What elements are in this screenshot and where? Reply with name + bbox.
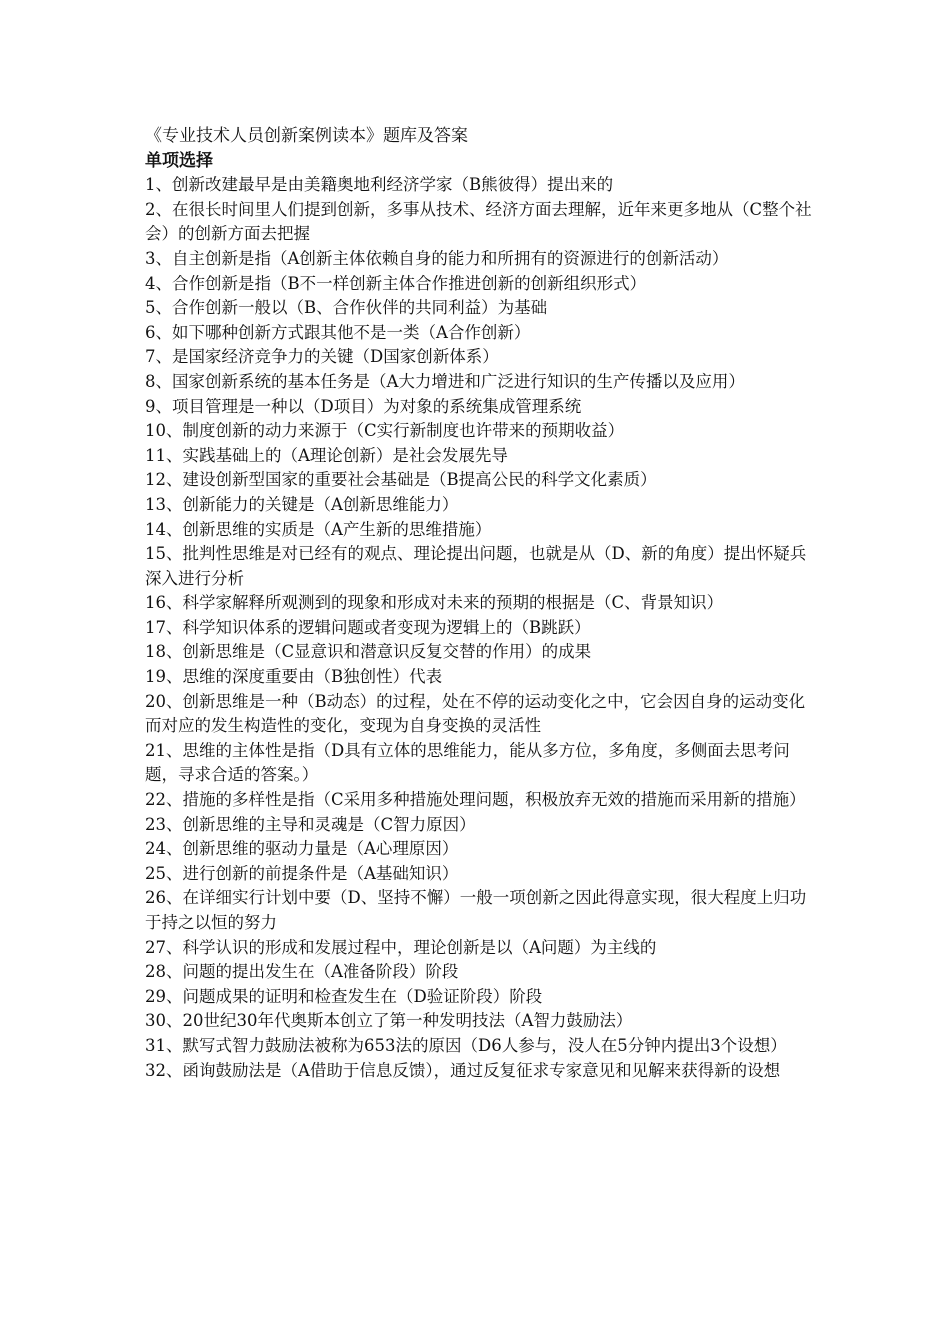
question-item: 4、合作创新是指（B不一样创新主体合作推进创新的创新组织形式）: [145, 273, 647, 293]
question-item: 20、创新思维是一种（B动态）的过程，处在不停的运动变化之中，它会因自身的运动变化而对应的发生构造性的变化，变现为自身变换的灵活性: [145, 691, 806, 736]
question-item: 19、思维的深度重要由（B独创性）代表: [145, 667, 443, 687]
question-item: 2、在很长时间里人们提到创新，多事从技术、经济方面去理解，近年来更多地从（C整个社会）的创新方面去把握: [145, 199, 812, 244]
question-item: 24、创新思维的驱动力量是（A心理原因）: [145, 839, 459, 859]
question-item: 31、默写式智力鼓励法被称为653法的原因（D6人参与，没人在5分钟内提出3个设想）: [145, 1035, 787, 1055]
question-item: 16、科学家解释所观测到的现象和形成对未来的预期的根据是（C、背景知识）: [145, 593, 724, 613]
question-item: 6、如下哪种创新方式跟其他不是一类（A合作创新）: [145, 322, 531, 342]
question-item: 3、自主创新是指（A创新主体依赖自身的能力和所拥有的资源进行的创新活动）: [145, 248, 729, 268]
question-item: 14、创新思维的实质是（A产生新的思维措施）: [145, 519, 492, 539]
question-item: 27、科学认识的形成和发展过程中，理论创新是以（A问题）为主线的: [145, 937, 657, 957]
question-item: 18、创新思维是（C显意识和潜意识反复交替的作用）的成果: [145, 642, 592, 662]
question-item: 8、国家创新系统的基本任务是（A大力增进和广泛进行知识的生产传播以及应用）: [145, 371, 745, 391]
document-page: [145, 124, 815, 1083]
question-item: 15、批判性思维是对已经有的观点、理论提出问题，也就是从（D、新的角度）提出怀疑兵深入进行分析: [145, 544, 807, 588]
question-item: 23、创新思维的主导和灵魂是（C智力原因）: [145, 814, 476, 834]
question-item: 26、在详细实行计划中要（D、坚持不懈）一般一项创新之因此得意实现，很大程度上归功于持之以恒的努力: [145, 888, 807, 932]
question-item: 11、实践基础上的（A理论创新）是社会发展先导: [145, 445, 508, 465]
question-item: 5、合作创新一般以（B、合作伙伴的共同利益）为基础: [145, 298, 548, 318]
question-item: 25、进行创新的前提条件是（A基础知识）: [145, 863, 459, 883]
question-item: 17、科学知识体系的逻辑问题或者变现为逻辑上的（B跳跃）: [145, 617, 591, 637]
question-item: 12、建设创新型国家的重要社会基础是（B提高公民的科学文化素质）: [145, 470, 657, 490]
question-item: 21、思维的主体性是指（D具有立体的思维能力，能从多方位，多角度，多侧面去思考问题，寻求合适的答案。）: [145, 740, 790, 785]
document-title: 《专业技术人员创新案例读本》题库及答案: [145, 126, 468, 146]
question-item: 1、创新改建最早是由美籍奥地利经济学家（B熊彼得）提出来的: [145, 175, 614, 195]
question-item: 7、是国家经济竞争力的关键（D国家创新体系）: [145, 347, 499, 367]
question-item: 28、问题的提出发生在（A准备阶段）阶段: [145, 962, 459, 982]
question-item: 29、问题成果的证明和检查发生在（D验证阶段）阶段: [145, 986, 543, 1006]
question-item: 13、创新能力的关键是（A创新思维能力）: [145, 494, 459, 514]
question-item: 30、20世纪30年代奥斯本创立了第一种发明技法（A智力鼓励法）: [145, 1011, 633, 1031]
section-heading: 单项选择: [145, 150, 213, 171]
question-item: 9、项目管理是一种以（D项目）为对象的系统集成管理系统: [145, 396, 582, 416]
question-item: 10、制度创新的动力来源于（C实行新制度也许带来的预期收益）: [145, 421, 625, 441]
question-item: 22、措施的多样性是指（C采用多种措施处理问题，积极放弃无效的措施而采用新的措施）: [145, 790, 806, 810]
question-item: 32、函询鼓励法是（A借助于信息反馈），通过反复征求专家意见和见解来获得新的设想: [145, 1060, 781, 1080]
question-list: [145, 173, 815, 1083]
